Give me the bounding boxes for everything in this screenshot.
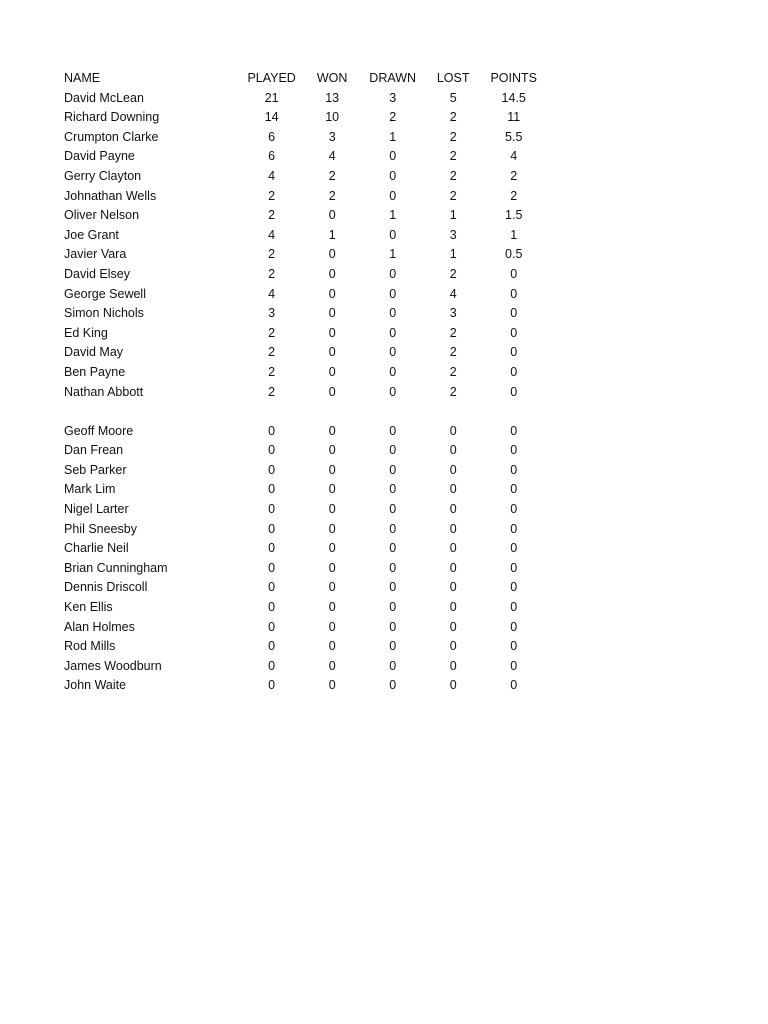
cell-points: 0 — [510, 619, 518, 634]
cell-played: 0 — [268, 541, 276, 556]
cell-played: 2 — [268, 188, 276, 203]
table-row — [64, 520, 544, 540]
cell-won: 0 — [328, 658, 336, 673]
cell-points: 0 — [510, 580, 518, 595]
cell-lost: 0 — [449, 482, 457, 497]
cell-lost: 3 — [449, 306, 457, 321]
table-row — [64, 285, 544, 305]
cell-points: 14.5 — [501, 90, 526, 105]
cell-name: Crumpton Clarke — [64, 129, 159, 144]
cell-lost: 2 — [449, 168, 457, 183]
table-row — [64, 363, 544, 383]
cell-won: 0 — [328, 286, 336, 301]
cell-drawn: 0 — [389, 306, 397, 321]
cell-name: Alan Holmes — [64, 619, 135, 634]
cell-drawn: 0 — [389, 286, 397, 301]
cell-won: 0 — [328, 325, 336, 340]
cell-played: 2 — [268, 247, 276, 262]
cell-won: 13 — [325, 90, 340, 105]
table-row — [64, 324, 544, 344]
cell-lost: 2 — [449, 188, 457, 203]
cell-won: 0 — [328, 678, 336, 693]
cell-name: Nigel Larter — [64, 502, 129, 517]
cell-points: 0 — [510, 364, 518, 379]
cell-lost: 2 — [449, 364, 457, 379]
cell-name: George Sewell — [64, 286, 146, 301]
cell-name: David Payne — [64, 149, 135, 164]
cell-played: 0 — [268, 482, 276, 497]
cell-lost: 1 — [449, 247, 457, 262]
header-played: PLAYED — [247, 71, 296, 85]
cell-lost: 0 — [449, 600, 457, 615]
cell-drawn: 0 — [389, 580, 397, 595]
table-row — [64, 618, 544, 638]
group-separator — [64, 402, 544, 422]
cell-won: 0 — [328, 502, 336, 517]
cell-lost: 2 — [449, 345, 457, 360]
header-drawn: DRAWN — [369, 71, 417, 85]
cell-drawn: 0 — [389, 482, 397, 497]
cell-played: 0 — [268, 580, 276, 595]
cell-lost: 2 — [449, 384, 457, 399]
cell-won: 0 — [328, 462, 336, 477]
cell-won: 0 — [328, 306, 336, 321]
table-row — [64, 265, 544, 285]
cell-lost: 0 — [449, 541, 457, 556]
cell-lost: 5 — [449, 90, 457, 105]
cell-won: 3 — [328, 129, 336, 144]
cell-won: 2 — [328, 168, 336, 183]
cell-drawn: 1 — [389, 208, 397, 223]
cell-points: 0 — [510, 482, 518, 497]
table-row — [64, 637, 544, 657]
cell-played: 21 — [264, 90, 279, 105]
cell-name: Brian Cunningham — [64, 560, 168, 575]
cell-drawn: 0 — [389, 188, 397, 203]
cell-drawn: 2 — [389, 110, 397, 125]
cell-name: David McLean — [64, 90, 144, 105]
cell-name: Simon Nichols — [64, 306, 144, 321]
cell-lost: 0 — [449, 462, 457, 477]
cell-played: 2 — [268, 266, 276, 281]
cell-drawn: 1 — [389, 247, 397, 262]
cell-played: 4 — [268, 227, 276, 242]
table-row — [64, 187, 544, 207]
cell-name: John Waite — [64, 678, 127, 693]
cell-won: 0 — [328, 345, 336, 360]
standings-table — [64, 69, 544, 696]
cell-name: Dennis Driscoll — [64, 580, 148, 595]
cell-lost: 1 — [449, 208, 457, 223]
cell-played: 2 — [268, 345, 276, 360]
cell-name: Phil Sneesby — [64, 521, 137, 536]
cell-points: 2 — [510, 168, 518, 183]
cell-drawn: 0 — [389, 364, 397, 379]
cell-lost: 0 — [449, 521, 457, 536]
cell-points: 1.5 — [505, 208, 523, 223]
cell-played: 0 — [268, 560, 276, 575]
table-row — [64, 598, 544, 618]
cell-won: 0 — [328, 384, 336, 399]
cell-points: 0 — [510, 521, 518, 536]
cell-name: Oliver Nelson — [64, 208, 140, 223]
cell-played: 4 — [268, 286, 276, 301]
cell-name: Nathan Abbott — [64, 384, 144, 399]
cell-name: Ed King — [64, 325, 108, 340]
cell-name: David Elsey — [64, 266, 130, 281]
cell-played: 0 — [268, 462, 276, 477]
cell-lost: 0 — [449, 658, 457, 673]
cell-drawn: 0 — [389, 345, 397, 360]
cell-drawn: 0 — [389, 658, 397, 673]
cell-played: 0 — [268, 600, 276, 615]
cell-won: 0 — [328, 521, 336, 536]
cell-played: 2 — [268, 208, 276, 223]
cell-name: Ken Ellis — [64, 600, 113, 615]
cell-won: 4 — [328, 149, 336, 164]
cell-drawn: 0 — [389, 266, 397, 281]
cell-played: 2 — [268, 325, 276, 340]
table-row — [64, 422, 544, 442]
cell-won: 0 — [328, 423, 336, 438]
cell-points: 0 — [510, 600, 518, 615]
cell-name: Mark Lim — [64, 482, 116, 497]
cell-name: Richard Downing — [64, 110, 160, 125]
cell-drawn: 0 — [389, 619, 397, 634]
cell-drawn: 0 — [389, 149, 397, 164]
cell-lost: 0 — [449, 502, 457, 517]
spacer-row — [64, 402, 544, 422]
table-row — [64, 657, 544, 677]
cell-lost: 2 — [449, 266, 457, 281]
cell-drawn: 0 — [389, 227, 397, 242]
cell-points: 0 — [510, 423, 518, 438]
cell-points: 2 — [510, 188, 518, 203]
cell-points: 0 — [510, 502, 518, 517]
cell-lost: 2 — [449, 325, 457, 340]
table-row — [64, 128, 544, 148]
cell-drawn: 0 — [389, 678, 397, 693]
cell-played: 2 — [268, 384, 276, 399]
cell-points: 0 — [510, 345, 518, 360]
header-lost: LOST — [436, 71, 470, 85]
header-name: NAME — [64, 71, 101, 85]
cell-won: 0 — [328, 639, 336, 654]
cell-points: 1 — [510, 227, 518, 242]
cell-lost: 2 — [449, 149, 457, 164]
cell-drawn: 0 — [389, 423, 397, 438]
table-row — [64, 206, 544, 226]
active-players-group — [64, 89, 544, 403]
cell-points: 0 — [510, 560, 518, 575]
cell-played: 6 — [268, 129, 276, 144]
cell-name: Ben Payne — [64, 364, 126, 379]
table-row — [64, 108, 544, 128]
cell-won: 0 — [328, 364, 336, 379]
cell-lost: 0 — [449, 619, 457, 634]
table-row — [64, 441, 544, 461]
cell-played: 0 — [268, 678, 276, 693]
cell-points: 0 — [510, 286, 518, 301]
cell-points: 0 — [510, 266, 518, 281]
table-row — [64, 245, 544, 265]
cell-lost: 0 — [449, 639, 457, 654]
cell-name: Dan Frean — [64, 443, 124, 458]
cell-points: 4 — [510, 149, 518, 164]
cell-drawn: 0 — [389, 384, 397, 399]
cell-name: Johnathan Wells — [64, 188, 157, 203]
cell-points: 0 — [510, 639, 518, 654]
cell-name: David May — [64, 345, 124, 360]
cell-lost: 0 — [449, 443, 457, 458]
cell-name: Rod Mills — [64, 639, 116, 654]
cell-played: 0 — [268, 619, 276, 634]
cell-name: Geoff Moore — [64, 423, 134, 438]
cell-drawn: 0 — [389, 462, 397, 477]
cell-won: 0 — [328, 560, 336, 575]
table-row — [64, 304, 544, 324]
cell-drawn: 0 — [389, 521, 397, 536]
cell-won: 0 — [328, 619, 336, 634]
cell-points: 11 — [507, 110, 521, 125]
cell-points: 0 — [510, 325, 518, 340]
cell-lost: 2 — [449, 129, 457, 144]
header-points: POINTS — [490, 71, 537, 85]
table-row — [64, 89, 544, 109]
standings-sheet — [64, 69, 544, 696]
cell-lost: 0 — [449, 580, 457, 595]
cell-points: 0 — [510, 306, 518, 321]
cell-name: Charlie Neil — [64, 541, 129, 556]
cell-points: 0 — [510, 462, 518, 477]
cell-played: 0 — [268, 521, 276, 536]
table-row — [64, 559, 544, 579]
table-row — [64, 383, 544, 403]
header-won: WON — [316, 71, 348, 85]
cell-won: 10 — [325, 110, 340, 125]
table-row — [64, 343, 544, 363]
cell-lost: 0 — [449, 678, 457, 693]
cell-points: 0 — [510, 678, 518, 693]
cell-played: 0 — [268, 443, 276, 458]
cell-drawn: 0 — [389, 541, 397, 556]
cell-played: 0 — [268, 502, 276, 517]
cell-points: 0 — [510, 384, 518, 399]
table-row — [64, 480, 544, 500]
cell-played: 0 — [268, 658, 276, 673]
cell-won: 1 — [328, 227, 336, 242]
cell-name: Javier Vara — [64, 247, 127, 262]
cell-played: 0 — [268, 423, 276, 438]
cell-drawn: 0 — [389, 443, 397, 458]
table-row — [64, 226, 544, 246]
cell-drawn: 0 — [389, 325, 397, 340]
cell-played: 6 — [268, 149, 276, 164]
inactive-players-group — [64, 422, 544, 696]
cell-name: Seb Parker — [64, 462, 127, 477]
cell-points: 0.5 — [505, 247, 523, 262]
cell-lost: 2 — [449, 110, 457, 125]
cell-won: 0 — [328, 541, 336, 556]
cell-name: Joe Grant — [64, 227, 119, 242]
cell-points: 0 — [510, 443, 518, 458]
cell-points: 5.5 — [505, 129, 523, 144]
cell-played: 2 — [268, 364, 276, 379]
cell-name: James Woodburn — [64, 658, 162, 673]
cell-drawn: 1 — [389, 129, 397, 144]
cell-drawn: 0 — [389, 502, 397, 517]
cell-points: 0 — [510, 658, 518, 673]
table-row — [64, 539, 544, 559]
cell-won: 0 — [328, 208, 336, 223]
cell-played: 4 — [268, 168, 276, 183]
cell-drawn: 0 — [389, 560, 397, 575]
cell-won: 0 — [328, 482, 336, 497]
cell-lost: 4 — [449, 286, 457, 301]
table-row — [64, 676, 544, 696]
cell-won: 0 — [328, 580, 336, 595]
cell-drawn: 0 — [389, 600, 397, 615]
cell-points: 0 — [510, 541, 518, 556]
cell-drawn: 0 — [389, 168, 397, 183]
table-row — [64, 167, 544, 187]
cell-lost: 0 — [449, 560, 457, 575]
table-row — [64, 147, 544, 167]
cell-played: 3 — [268, 306, 276, 321]
cell-lost: 0 — [449, 423, 457, 438]
table-row — [64, 578, 544, 598]
cell-played: 0 — [268, 639, 276, 654]
cell-name: Gerry Clayton — [64, 168, 142, 183]
cell-won: 0 — [328, 247, 336, 262]
cell-won: 0 — [328, 443, 336, 458]
header-row — [64, 69, 544, 89]
cell-drawn: 0 — [389, 639, 397, 654]
table-row — [64, 500, 544, 520]
cell-lost: 3 — [449, 227, 457, 242]
cell-won: 0 — [328, 600, 336, 615]
cell-drawn: 3 — [389, 90, 397, 105]
cell-won: 2 — [328, 188, 336, 203]
cell-played: 14 — [264, 110, 279, 125]
table-row — [64, 461, 544, 481]
cell-won: 0 — [328, 266, 336, 281]
